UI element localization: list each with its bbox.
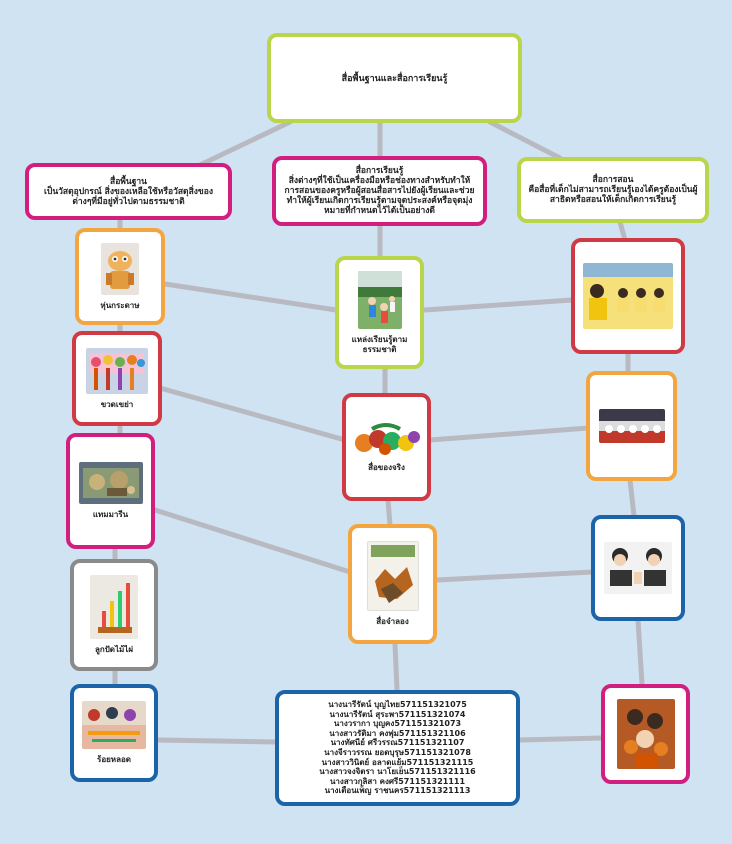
item-label: สื่อจำลอง — [376, 617, 409, 626]
item-label: ร้อยหลอด — [97, 755, 131, 764]
right-item-teaching-photo-4 — [601, 684, 690, 784]
left-item-tambourine — [66, 433, 155, 549]
item-label: สื่อของจริง — [368, 463, 405, 472]
member-name: นางทัศนีย์ ศรีวรรณ571151321107 — [330, 738, 465, 748]
root-title: สื่อพื้นฐานและสื่อการเรียนรู้ — [341, 74, 448, 84]
category-title: สื่อการเรียนรู้ — [355, 166, 404, 176]
item-label: แทมมารีน — [92, 510, 129, 519]
center-item-models — [348, 524, 437, 644]
category-description: คือสื่อที่เด็กไม่สามารถเรียนรู้เองได้ครูต้องเป็นผู้สาธิตหรือสอนให้เด็กเกิดการเรียนรู้ — [528, 185, 698, 205]
member-name: นางนารีรัตน์ บุญไทย571151321075 — [328, 700, 467, 710]
member-name: นางจีราวรรณ ยอดบุรุษ571151321078 — [324, 748, 471, 757]
shaker-bottle-image — [86, 348, 148, 394]
item-label: ขวดเขย่า — [100, 399, 134, 409]
center-item-nature-learning — [335, 256, 424, 369]
straw-threading-image — [82, 701, 146, 749]
member-name: นางสาวรัติมา คงพุ่ม571151321106 — [329, 728, 466, 738]
item-label: แหล่งเรียนรู้ตามธรรมชาติ — [351, 334, 408, 354]
right-item-teaching-photo-3 — [591, 515, 685, 621]
category-basic-media — [25, 163, 232, 220]
category-description: สิ่งต่างๆที่ใช้เป็นเครื่องมือหรือช่องทางสำหรับทำให้การสอนของครูหรือผู้สอนสื่อสารไปยังผู้เรียนและช่วยทำให้ผู้เรียนเกิดการเรียนรู้ตามจุดประสงค์หรือจุดมุ่งหมายที่กำหนดไว้ได้เป็นอย่างดี — [284, 176, 475, 216]
left-item-shaker-bottle — [72, 331, 162, 426]
left-item-paper-puppet — [75, 228, 165, 325]
paper-puppet-image — [101, 243, 139, 295]
real-objects-image — [352, 421, 422, 457]
member-name: นางวรากา บุญคง571151321073 — [333, 719, 462, 729]
member-name: นางสาวจงจิตรา นาโยเย็น571151321116 — [319, 767, 476, 777]
center-item-real-objects — [342, 393, 431, 501]
category-learning-media — [272, 156, 487, 226]
left-item-bamboo-beads — [70, 559, 158, 671]
tambourine-image — [79, 462, 143, 504]
member-name: นางนารีรัตน์ สุระพา571151321074 — [329, 709, 466, 719]
item-label: หุ่นกระดาษ — [100, 300, 140, 310]
root-node — [267, 33, 522, 123]
bamboo-beads-image — [90, 575, 138, 639]
models-image — [367, 541, 419, 611]
classroom-photo-image — [583, 263, 673, 329]
item-label: ลูกปัดไม้ไผ่ — [94, 645, 134, 654]
classroom-floor-image — [599, 409, 665, 443]
member-name: นางสาววินิตย์ อลาดแย้ม571151321115 — [321, 757, 474, 767]
right-item-teaching-photo-1 — [571, 238, 685, 354]
right-item-teaching-photo-2 — [586, 371, 677, 481]
member-name: นางเตือนเพ็ญ ราชนคร571151321113 — [324, 786, 471, 796]
category-description: เป็นวัสดุอุปกรณ์ สิ่งของเหลือใช้หรือวัสดุสิ่งของต่างๆที่มีอยู่ทั่วไปตามธรรมชาติ — [44, 186, 213, 207]
nature-learning-image — [358, 271, 402, 329]
category-title: สื่อการสอน — [592, 175, 634, 185]
category-teaching-media — [517, 157, 709, 223]
children-tablet-image — [604, 542, 672, 594]
children-group-image — [617, 699, 675, 769]
category-title: สื่อพื้นฐาน — [110, 176, 147, 187]
left-item-straw-threading — [70, 684, 158, 782]
member-name: นางสาวกุลิสา คงศรี571151321111 — [329, 776, 466, 786]
members-list — [275, 690, 520, 806]
